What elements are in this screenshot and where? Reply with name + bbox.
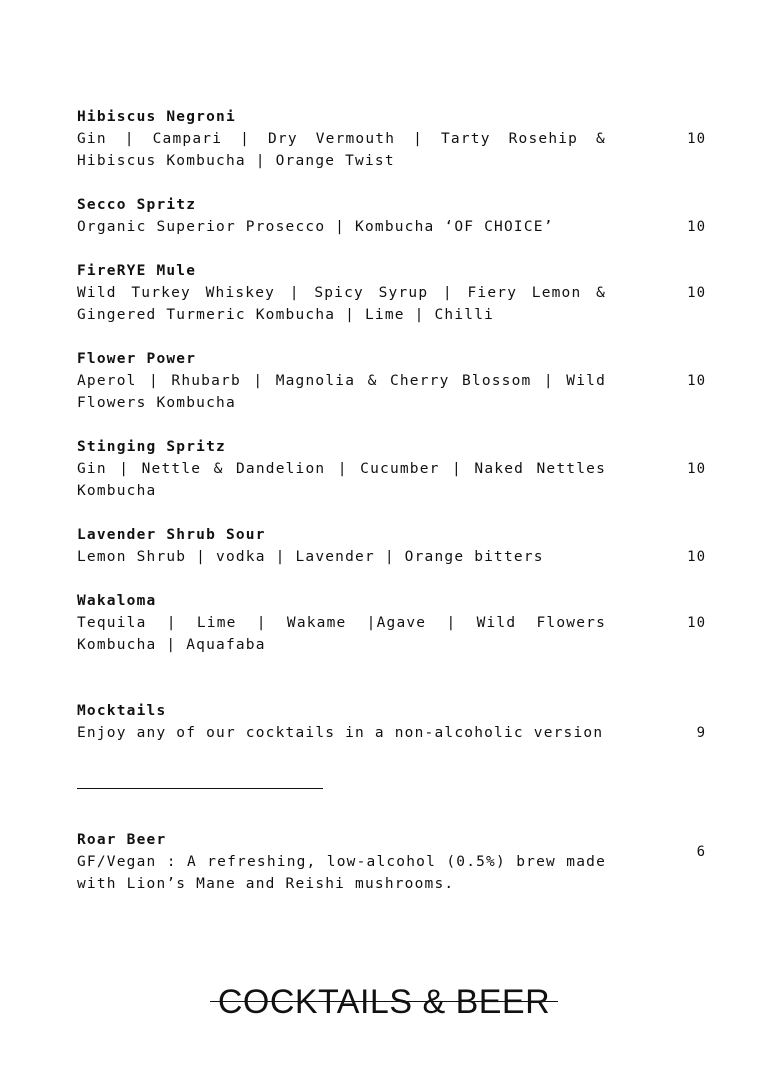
item-name: FireRYE Mule <box>77 263 197 279</box>
menu-item-stinging-spritz <box>77 436 717 502</box>
item-name: Hibiscus Negroni <box>77 109 236 125</box>
item-description: Gin | Campari | Dry Vermouth | Tarty Rosehip & Hibiscus Kombucha | Orange Twist <box>77 131 606 169</box>
item-description: Gin | Nettle & Dandelion | Cucumber | Naked Nettles Kombucha <box>77 461 606 499</box>
menu-item-mocktails <box>77 700 717 744</box>
menu-item-secco-spritz <box>77 194 717 238</box>
item-description: Tequila | Lime | Wakame |Agave | Wild Flowers Kombucha | Aquafaba <box>77 615 606 653</box>
menu-item-wakaloma <box>77 590 717 656</box>
item-name: Stinging Spritz <box>77 439 226 455</box>
item-description: Organic Superior Prosecco | Kombucha ‘OF CHOICE’ <box>77 219 554 235</box>
item-price: 6 <box>696 844 706 860</box>
item-price: 10 <box>687 285 706 301</box>
item-name: Roar Beer <box>77 832 167 848</box>
item-description: GF/Vegan : A refreshing, low-alcohol (0.5%) brew made with Lion’s Mane and Reishi mushrooms. <box>77 854 606 892</box>
item-name: Wakaloma <box>77 593 157 609</box>
item-price: 10 <box>687 219 706 235</box>
footer-title-text: COCKTAILS & BEER <box>210 982 558 1022</box>
menu-item-firerye-mule <box>77 260 717 326</box>
footer-title <box>0 982 768 1022</box>
item-name: Mocktails <box>77 703 167 719</box>
item-description: Lemon Shrub | vodka | Lavender | Orange bitters <box>77 549 544 565</box>
menu-item-flower-power <box>77 348 717 414</box>
menu-item-lavender-shrub-sour <box>77 524 717 568</box>
item-price: 9 <box>696 725 706 741</box>
item-name: Secco Spritz <box>77 197 197 213</box>
item-price: 10 <box>687 549 706 565</box>
item-name: Lavender Shrub Sour <box>77 527 266 543</box>
item-name: Flower Power <box>77 351 197 367</box>
section-divider <box>77 788 323 789</box>
item-description: Wild Turkey Whiskey | Spicy Syrup | Fiery Lemon & Gingered Turmeric Kombucha | Lime | Chilli <box>77 285 606 323</box>
menu-item-hibiscus-negroni <box>77 106 717 172</box>
item-price: 10 <box>687 461 706 477</box>
menu-item-roar-beer <box>77 829 717 895</box>
item-price: 10 <box>687 131 706 147</box>
item-description: Aperol | Rhubarb | Magnolia & Cherry Blossom | Wild Flowers Kombucha <box>77 373 606 411</box>
item-description: Enjoy any of our cocktails in a non-alcoholic version <box>77 725 604 741</box>
item-price: 10 <box>687 615 706 631</box>
item-price: 10 <box>687 373 706 389</box>
